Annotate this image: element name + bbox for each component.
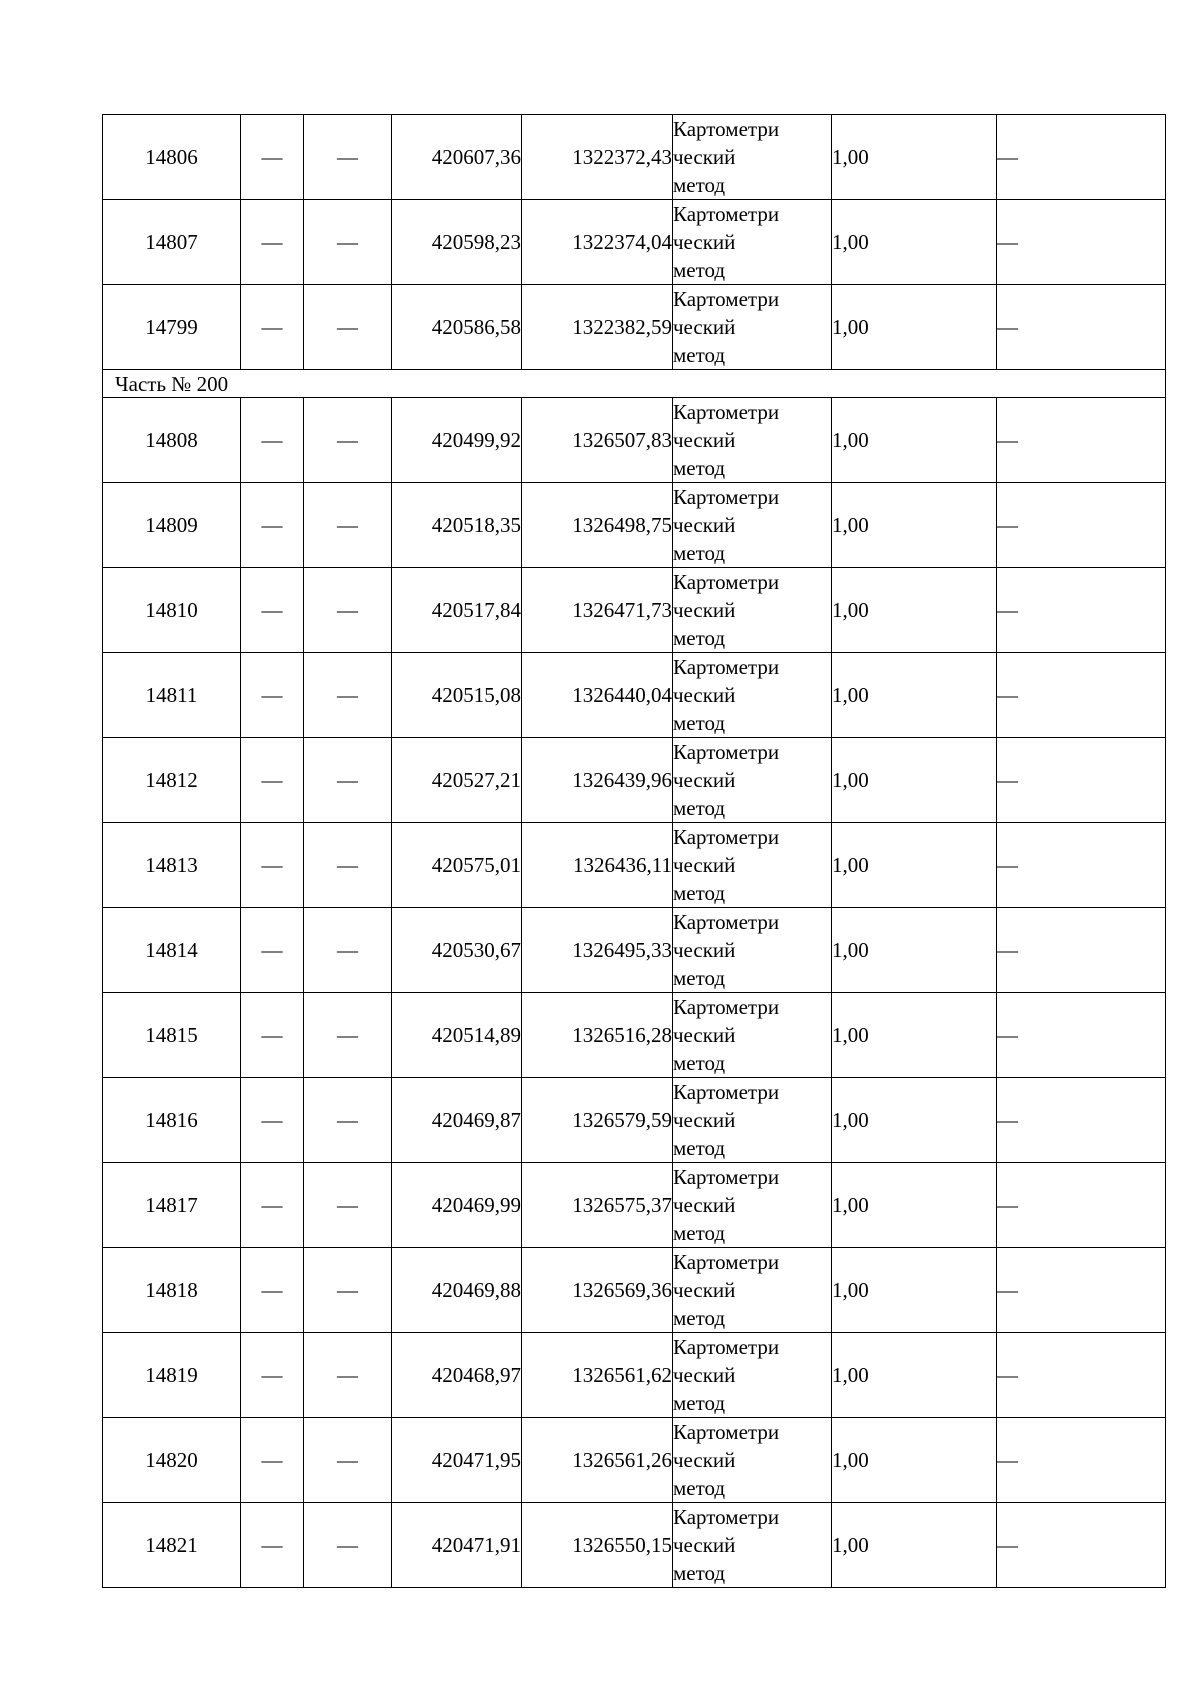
accuracy-cell: 1,00 xyxy=(832,285,997,370)
method-line-1: Картометри xyxy=(673,1165,780,1189)
method-line-3: метод xyxy=(673,258,726,282)
old-y-cell: — xyxy=(304,653,392,738)
description-cell: — xyxy=(997,115,1166,200)
description-cell: — xyxy=(997,1163,1166,1248)
description-cell: — xyxy=(997,1503,1166,1588)
x-coordinate-cell: 420499,92 xyxy=(392,398,522,483)
old-y-cell: — xyxy=(304,568,392,653)
method-line-2: ческий xyxy=(673,230,736,254)
table-row xyxy=(103,1248,1166,1333)
old-y-cell: — xyxy=(304,1418,392,1503)
point-number-cell: 14811 xyxy=(103,653,241,738)
accuracy-cell: 1,00 xyxy=(832,1333,997,1418)
method-line-2: ческий xyxy=(673,598,736,622)
method-cell xyxy=(673,398,832,483)
old-x-cell: — xyxy=(241,1078,304,1163)
method-cell xyxy=(673,993,832,1078)
old-x-cell: — xyxy=(241,1503,304,1588)
table-row xyxy=(103,1418,1166,1503)
method-line-3: метод xyxy=(673,1051,726,1075)
point-number-cell: 14821 xyxy=(103,1503,241,1588)
y-coordinate-cell: 1326579,59 xyxy=(522,1078,673,1163)
description-cell: — xyxy=(997,908,1166,993)
accuracy-cell: 1,00 xyxy=(832,908,997,993)
old-x-cell: — xyxy=(241,1248,304,1333)
point-number-cell: 14810 xyxy=(103,568,241,653)
point-number-cell: 14809 xyxy=(103,483,241,568)
x-coordinate-cell: 420530,67 xyxy=(392,908,522,993)
old-y-cell: — xyxy=(304,200,392,285)
method-line-2: ческий xyxy=(673,315,736,339)
y-coordinate-cell: 1326440,04 xyxy=(522,653,673,738)
old-x-cell: — xyxy=(241,200,304,285)
y-coordinate-cell: 1326561,26 xyxy=(522,1418,673,1503)
point-number-cell: 14799 xyxy=(103,285,241,370)
method-line-1: Картометри xyxy=(673,1335,780,1359)
accuracy-cell: 1,00 xyxy=(832,568,997,653)
method-line-3: метод xyxy=(673,1221,726,1245)
y-coordinate-cell: 1322372,43 xyxy=(522,115,673,200)
method-line-3: метод xyxy=(673,173,726,197)
method-cell xyxy=(673,483,832,568)
y-coordinate-cell: 1322374,04 xyxy=(522,200,673,285)
y-coordinate-cell: 1326561,62 xyxy=(522,1333,673,1418)
old-x-cell: — xyxy=(241,115,304,200)
method-line-3: метод xyxy=(673,881,726,905)
y-coordinate-cell: 1326471,73 xyxy=(522,568,673,653)
part-label: Часть № 200 xyxy=(103,370,1166,398)
old-x-cell: — xyxy=(241,738,304,823)
y-coordinate-cell: 1326507,83 xyxy=(522,398,673,483)
accuracy-cell: 1,00 xyxy=(832,398,997,483)
coordinates-table xyxy=(102,114,1166,1588)
table-row xyxy=(103,823,1166,908)
method-cell xyxy=(673,653,832,738)
table-row xyxy=(103,1078,1166,1163)
x-coordinate-cell: 420469,88 xyxy=(392,1248,522,1333)
table-row xyxy=(103,993,1166,1078)
method-cell xyxy=(673,1418,832,1503)
old-y-cell: — xyxy=(304,1163,392,1248)
table-row xyxy=(103,200,1166,285)
table-row xyxy=(103,738,1166,823)
method-cell xyxy=(673,1163,832,1248)
method-line-1: Картометри xyxy=(673,117,780,141)
y-coordinate-cell: 1326550,15 xyxy=(522,1503,673,1588)
y-coordinate-cell: 1326495,33 xyxy=(522,908,673,993)
accuracy-cell: 1,00 xyxy=(832,115,997,200)
method-cell xyxy=(673,1248,832,1333)
x-coordinate-cell: 420468,97 xyxy=(392,1333,522,1418)
method-line-3: метод xyxy=(673,1391,726,1415)
x-coordinate-cell: 420575,01 xyxy=(392,823,522,908)
description-cell: — xyxy=(997,1078,1166,1163)
old-y-cell: — xyxy=(304,1333,392,1418)
method-line-1: Картометри xyxy=(673,400,780,424)
table-row xyxy=(103,1333,1166,1418)
method-line-1: Картометри xyxy=(673,485,780,509)
method-line-1: Картометри xyxy=(673,287,780,311)
old-y-cell: — xyxy=(304,1503,392,1588)
method-line-2: ческий xyxy=(673,1023,736,1047)
method-line-1: Картометри xyxy=(673,825,780,849)
method-line-3: метод xyxy=(673,343,726,367)
accuracy-cell: 1,00 xyxy=(832,993,997,1078)
point-number-cell: 14814 xyxy=(103,908,241,993)
table-row xyxy=(103,483,1166,568)
method-line-2: ческий xyxy=(673,1533,736,1557)
x-coordinate-cell: 420518,35 xyxy=(392,483,522,568)
method-line-1: Картометри xyxy=(673,1250,780,1274)
x-coordinate-cell: 420514,89 xyxy=(392,993,522,1078)
method-line-1: Картометри xyxy=(673,910,780,934)
description-cell: — xyxy=(997,398,1166,483)
y-coordinate-cell: 1326439,96 xyxy=(522,738,673,823)
method-line-1: Картометри xyxy=(673,202,780,226)
old-y-cell: — xyxy=(304,285,392,370)
method-cell xyxy=(673,568,832,653)
table-row xyxy=(103,1503,1166,1588)
old-x-cell: — xyxy=(241,1333,304,1418)
description-cell: — xyxy=(997,200,1166,285)
point-number-cell: 14813 xyxy=(103,823,241,908)
x-coordinate-cell: 420471,95 xyxy=(392,1418,522,1503)
method-line-3: метод xyxy=(673,541,726,565)
point-number-cell: 14807 xyxy=(103,200,241,285)
y-coordinate-cell: 1326498,75 xyxy=(522,483,673,568)
old-y-cell: — xyxy=(304,993,392,1078)
old-y-cell: — xyxy=(304,823,392,908)
description-cell: — xyxy=(997,483,1166,568)
method-line-2: ческий xyxy=(673,938,736,962)
method-cell xyxy=(673,1078,832,1163)
method-cell xyxy=(673,285,832,370)
old-x-cell: — xyxy=(241,568,304,653)
method-line-2: ческий xyxy=(673,1278,736,1302)
method-line-2: ческий xyxy=(673,768,736,792)
point-number-cell: 14812 xyxy=(103,738,241,823)
y-coordinate-cell: 1326569,36 xyxy=(522,1248,673,1333)
method-cell xyxy=(673,115,832,200)
point-number-cell: 14819 xyxy=(103,1333,241,1418)
accuracy-cell: 1,00 xyxy=(832,1248,997,1333)
old-y-cell: — xyxy=(304,483,392,568)
description-cell: — xyxy=(997,738,1166,823)
method-line-3: метод xyxy=(673,1306,726,1330)
description-cell: — xyxy=(997,285,1166,370)
x-coordinate-cell: 420586,58 xyxy=(392,285,522,370)
table-body xyxy=(103,115,1166,1588)
description-cell: — xyxy=(997,1418,1166,1503)
table-row xyxy=(103,568,1166,653)
y-coordinate-cell: 1322382,59 xyxy=(522,285,673,370)
method-line-2: ческий xyxy=(673,1193,736,1217)
table-row xyxy=(103,908,1166,993)
method-cell xyxy=(673,1333,832,1418)
method-line-1: Картометри xyxy=(673,1420,780,1444)
accuracy-cell: 1,00 xyxy=(832,1503,997,1588)
x-coordinate-cell: 420598,23 xyxy=(392,200,522,285)
x-coordinate-cell: 420517,84 xyxy=(392,568,522,653)
method-line-2: ческий xyxy=(673,1108,736,1132)
method-cell xyxy=(673,823,832,908)
table-row xyxy=(103,115,1166,200)
x-coordinate-cell: 420471,91 xyxy=(392,1503,522,1588)
old-y-cell: — xyxy=(304,1078,392,1163)
accuracy-cell: 1,00 xyxy=(832,653,997,738)
old-y-cell: — xyxy=(304,908,392,993)
method-line-2: ческий xyxy=(673,1363,736,1387)
method-line-2: ческий xyxy=(673,1448,736,1472)
method-line-1: Картометри xyxy=(673,995,780,1019)
method-cell xyxy=(673,200,832,285)
old-y-cell: — xyxy=(304,115,392,200)
method-line-1: Картометри xyxy=(673,1080,780,1104)
table-row xyxy=(103,1163,1166,1248)
method-line-2: ческий xyxy=(673,145,736,169)
point-number-cell: 14808 xyxy=(103,398,241,483)
old-x-cell: — xyxy=(241,1163,304,1248)
accuracy-cell: 1,00 xyxy=(832,823,997,908)
point-number-cell: 14816 xyxy=(103,1078,241,1163)
method-line-2: ческий xyxy=(673,428,736,452)
point-number-cell: 14818 xyxy=(103,1248,241,1333)
method-line-3: метод xyxy=(673,711,726,735)
accuracy-cell: 1,00 xyxy=(832,483,997,568)
part-header-row xyxy=(103,370,1166,398)
x-coordinate-cell: 420607,36 xyxy=(392,115,522,200)
old-x-cell: — xyxy=(241,483,304,568)
method-line-3: метод xyxy=(673,1476,726,1500)
method-line-3: метод xyxy=(673,796,726,820)
old-y-cell: — xyxy=(304,738,392,823)
accuracy-cell: 1,00 xyxy=(832,1078,997,1163)
method-line-3: метод xyxy=(673,1136,726,1160)
description-cell: — xyxy=(997,823,1166,908)
method-line-3: метод xyxy=(673,626,726,650)
method-line-3: метод xyxy=(673,1561,726,1585)
point-number-cell: 14806 xyxy=(103,115,241,200)
accuracy-cell: 1,00 xyxy=(832,738,997,823)
table-row xyxy=(103,653,1166,738)
old-x-cell: — xyxy=(241,398,304,483)
old-x-cell: — xyxy=(241,1418,304,1503)
method-cell xyxy=(673,738,832,823)
method-line-1: Картометри xyxy=(673,655,780,679)
accuracy-cell: 1,00 xyxy=(832,200,997,285)
old-y-cell: — xyxy=(304,398,392,483)
old-x-cell: — xyxy=(241,285,304,370)
point-number-cell: 14820 xyxy=(103,1418,241,1503)
table-row xyxy=(103,285,1166,370)
old-x-cell: — xyxy=(241,823,304,908)
old-y-cell: — xyxy=(304,1248,392,1333)
old-x-cell: — xyxy=(241,653,304,738)
method-line-1: Картометри xyxy=(673,740,780,764)
description-cell: — xyxy=(997,1333,1166,1418)
point-number-cell: 14815 xyxy=(103,993,241,1078)
old-x-cell: — xyxy=(241,993,304,1078)
y-coordinate-cell: 1326436,11 xyxy=(522,823,673,908)
description-cell: — xyxy=(997,568,1166,653)
table-row xyxy=(103,398,1166,483)
method-cell xyxy=(673,1503,832,1588)
point-number-cell: 14817 xyxy=(103,1163,241,1248)
x-coordinate-cell: 420469,99 xyxy=(392,1163,522,1248)
x-coordinate-cell: 420515,08 xyxy=(392,653,522,738)
method-line-2: ческий xyxy=(673,853,736,877)
x-coordinate-cell: 420469,87 xyxy=(392,1078,522,1163)
method-line-3: метод xyxy=(673,456,726,480)
y-coordinate-cell: 1326516,28 xyxy=(522,993,673,1078)
x-coordinate-cell: 420527,21 xyxy=(392,738,522,823)
old-x-cell: — xyxy=(241,908,304,993)
accuracy-cell: 1,00 xyxy=(832,1418,997,1503)
description-cell: — xyxy=(997,993,1166,1078)
accuracy-cell: 1,00 xyxy=(832,1163,997,1248)
y-coordinate-cell: 1326575,37 xyxy=(522,1163,673,1248)
description-cell: — xyxy=(997,653,1166,738)
method-line-2: ческий xyxy=(673,683,736,707)
method-line-2: ческий xyxy=(673,513,736,537)
method-cell xyxy=(673,908,832,993)
method-line-3: метод xyxy=(673,966,726,990)
method-line-1: Картометри xyxy=(673,1505,780,1529)
description-cell: — xyxy=(997,1248,1166,1333)
method-line-1: Картометри xyxy=(673,570,780,594)
